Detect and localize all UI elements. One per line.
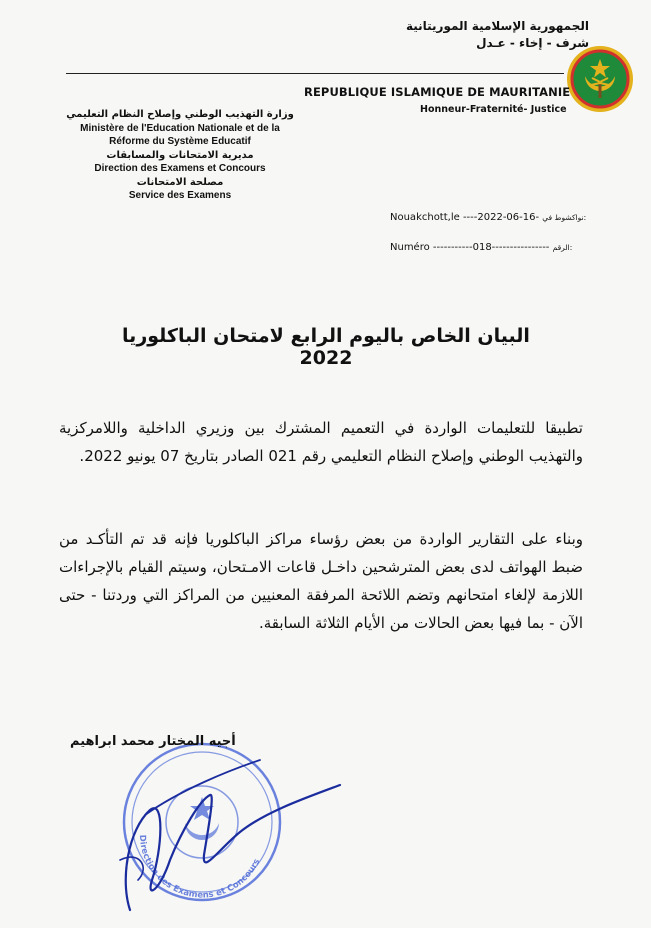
service-french: Service des Examens [128, 190, 232, 201]
paragraph-1: تطبيقا للتعليمات الواردة في التعميم المشترك بين وزيري الداخلية واللامركزية والتهذيب الوطني وإصلاح النظام التعليمي رقم 021 الصادر بتاريخ 07 يونيو 2022. [59, 419, 583, 465]
paragraph-2: وبناء على التقارير الواردة من بعض رؤساء مراكز الباكلوريا فإنه قد تم التأكـد من ضبط الهواتف لدى بعض المترشحين داخـل قاعات الامـتحان، وسيتم القيام بالإجراءات اللازمة لإلغاء امتحانهم وتضم اللائحة المرفقة المعنيين من المراكز التي وردتنا - حتى الآن - بما فيها بعض الحالات من الأيام الثلاثة السابقة. [59, 530, 583, 632]
header-divider [66, 73, 564, 74]
motto-french: Honneur-Fraternité- Justice [420, 104, 567, 115]
header-arabic [406, 18, 589, 52]
service-arabic: مصلحة الامتحانات [136, 176, 224, 188]
motto-arabic: شرف - إخاء - عـدل [476, 36, 589, 50]
number-row [390, 242, 572, 253]
direction-french: Direction des Examens et Concours [94, 163, 266, 174]
direction-arabic: مديرية الامتحانات والمسابقات [106, 149, 254, 161]
ministry-block [60, 108, 300, 203]
signatory-name: أجيه المختار محمد ابراهيم [70, 734, 236, 749]
number-french: Numéro -----------018---------------- [390, 242, 550, 253]
date-french: Nouakchott,le ----2022-06-16- [390, 212, 540, 223]
date-row [390, 212, 586, 223]
date-arabic: نواكشوط في: [542, 213, 587, 222]
republic-arabic: الجمهورية الإسلامية الموريتانية [405, 19, 589, 33]
national-emblem-icon [565, 44, 635, 114]
ministry-french-line2: Réforme du Système Educatif [109, 136, 251, 147]
number-arabic: الرقم: [552, 243, 573, 252]
republic-french: REPUBLIQUE ISLAMIQUE DE MAURITANIE [304, 85, 571, 99]
ministry-arabic: وزارة التهذيب الوطني وإصلاح النظام التعليمي [66, 109, 294, 120]
handwritten-signature-icon [90, 740, 350, 920]
document-title: البيان الخاص باليوم الرابع لامتحان الباكلوريا 2022 [122, 325, 530, 369]
stamp-text: Direction des Examens et Concours [136, 834, 263, 901]
ministry-french-line1: Ministère de l'Education Nationale et de la [80, 122, 280, 134]
